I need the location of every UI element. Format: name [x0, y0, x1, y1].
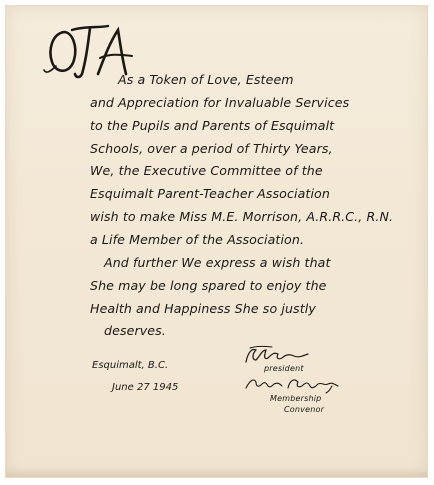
text-line-12: deserves. — [104, 323, 166, 338]
text-line-2: and Appreciation for Invaluable Services — [90, 95, 350, 110]
text-line-5: We, the Executive Committee of the — [90, 163, 323, 178]
text-line-11: Health and Happiness She so justly — [90, 301, 316, 316]
text-line-1: As a Token of Love, Esteem — [118, 72, 294, 87]
president-title: president — [264, 364, 304, 373]
text-line-3: to the Pupils and Parents of Esquimalt — [90, 118, 335, 133]
text-line-6: Esquimalt Parent-Teacher Association — [90, 186, 330, 201]
convenor-signature — [244, 374, 340, 394]
president-signature — [242, 344, 312, 366]
text-line-4: Schools, over a period of Thirty Years, — [90, 141, 333, 156]
date-text: June 27 1945 — [112, 382, 179, 393]
text-line-7: wish to make Miss M.E. Morrison, A.R.R.C., R.N. — [90, 209, 394, 224]
convenor-title-line2: Convenor — [284, 405, 325, 414]
place-text: Esquimalt, B.C. — [92, 360, 169, 371]
text-line-9: And further We express a wish that — [104, 255, 331, 270]
convenor-title-line1: Membership — [270, 394, 322, 403]
text-line-8: a Life Member of the Association. — [90, 232, 305, 247]
text-line-10: She may be long spared to enjoy the — [90, 278, 327, 293]
